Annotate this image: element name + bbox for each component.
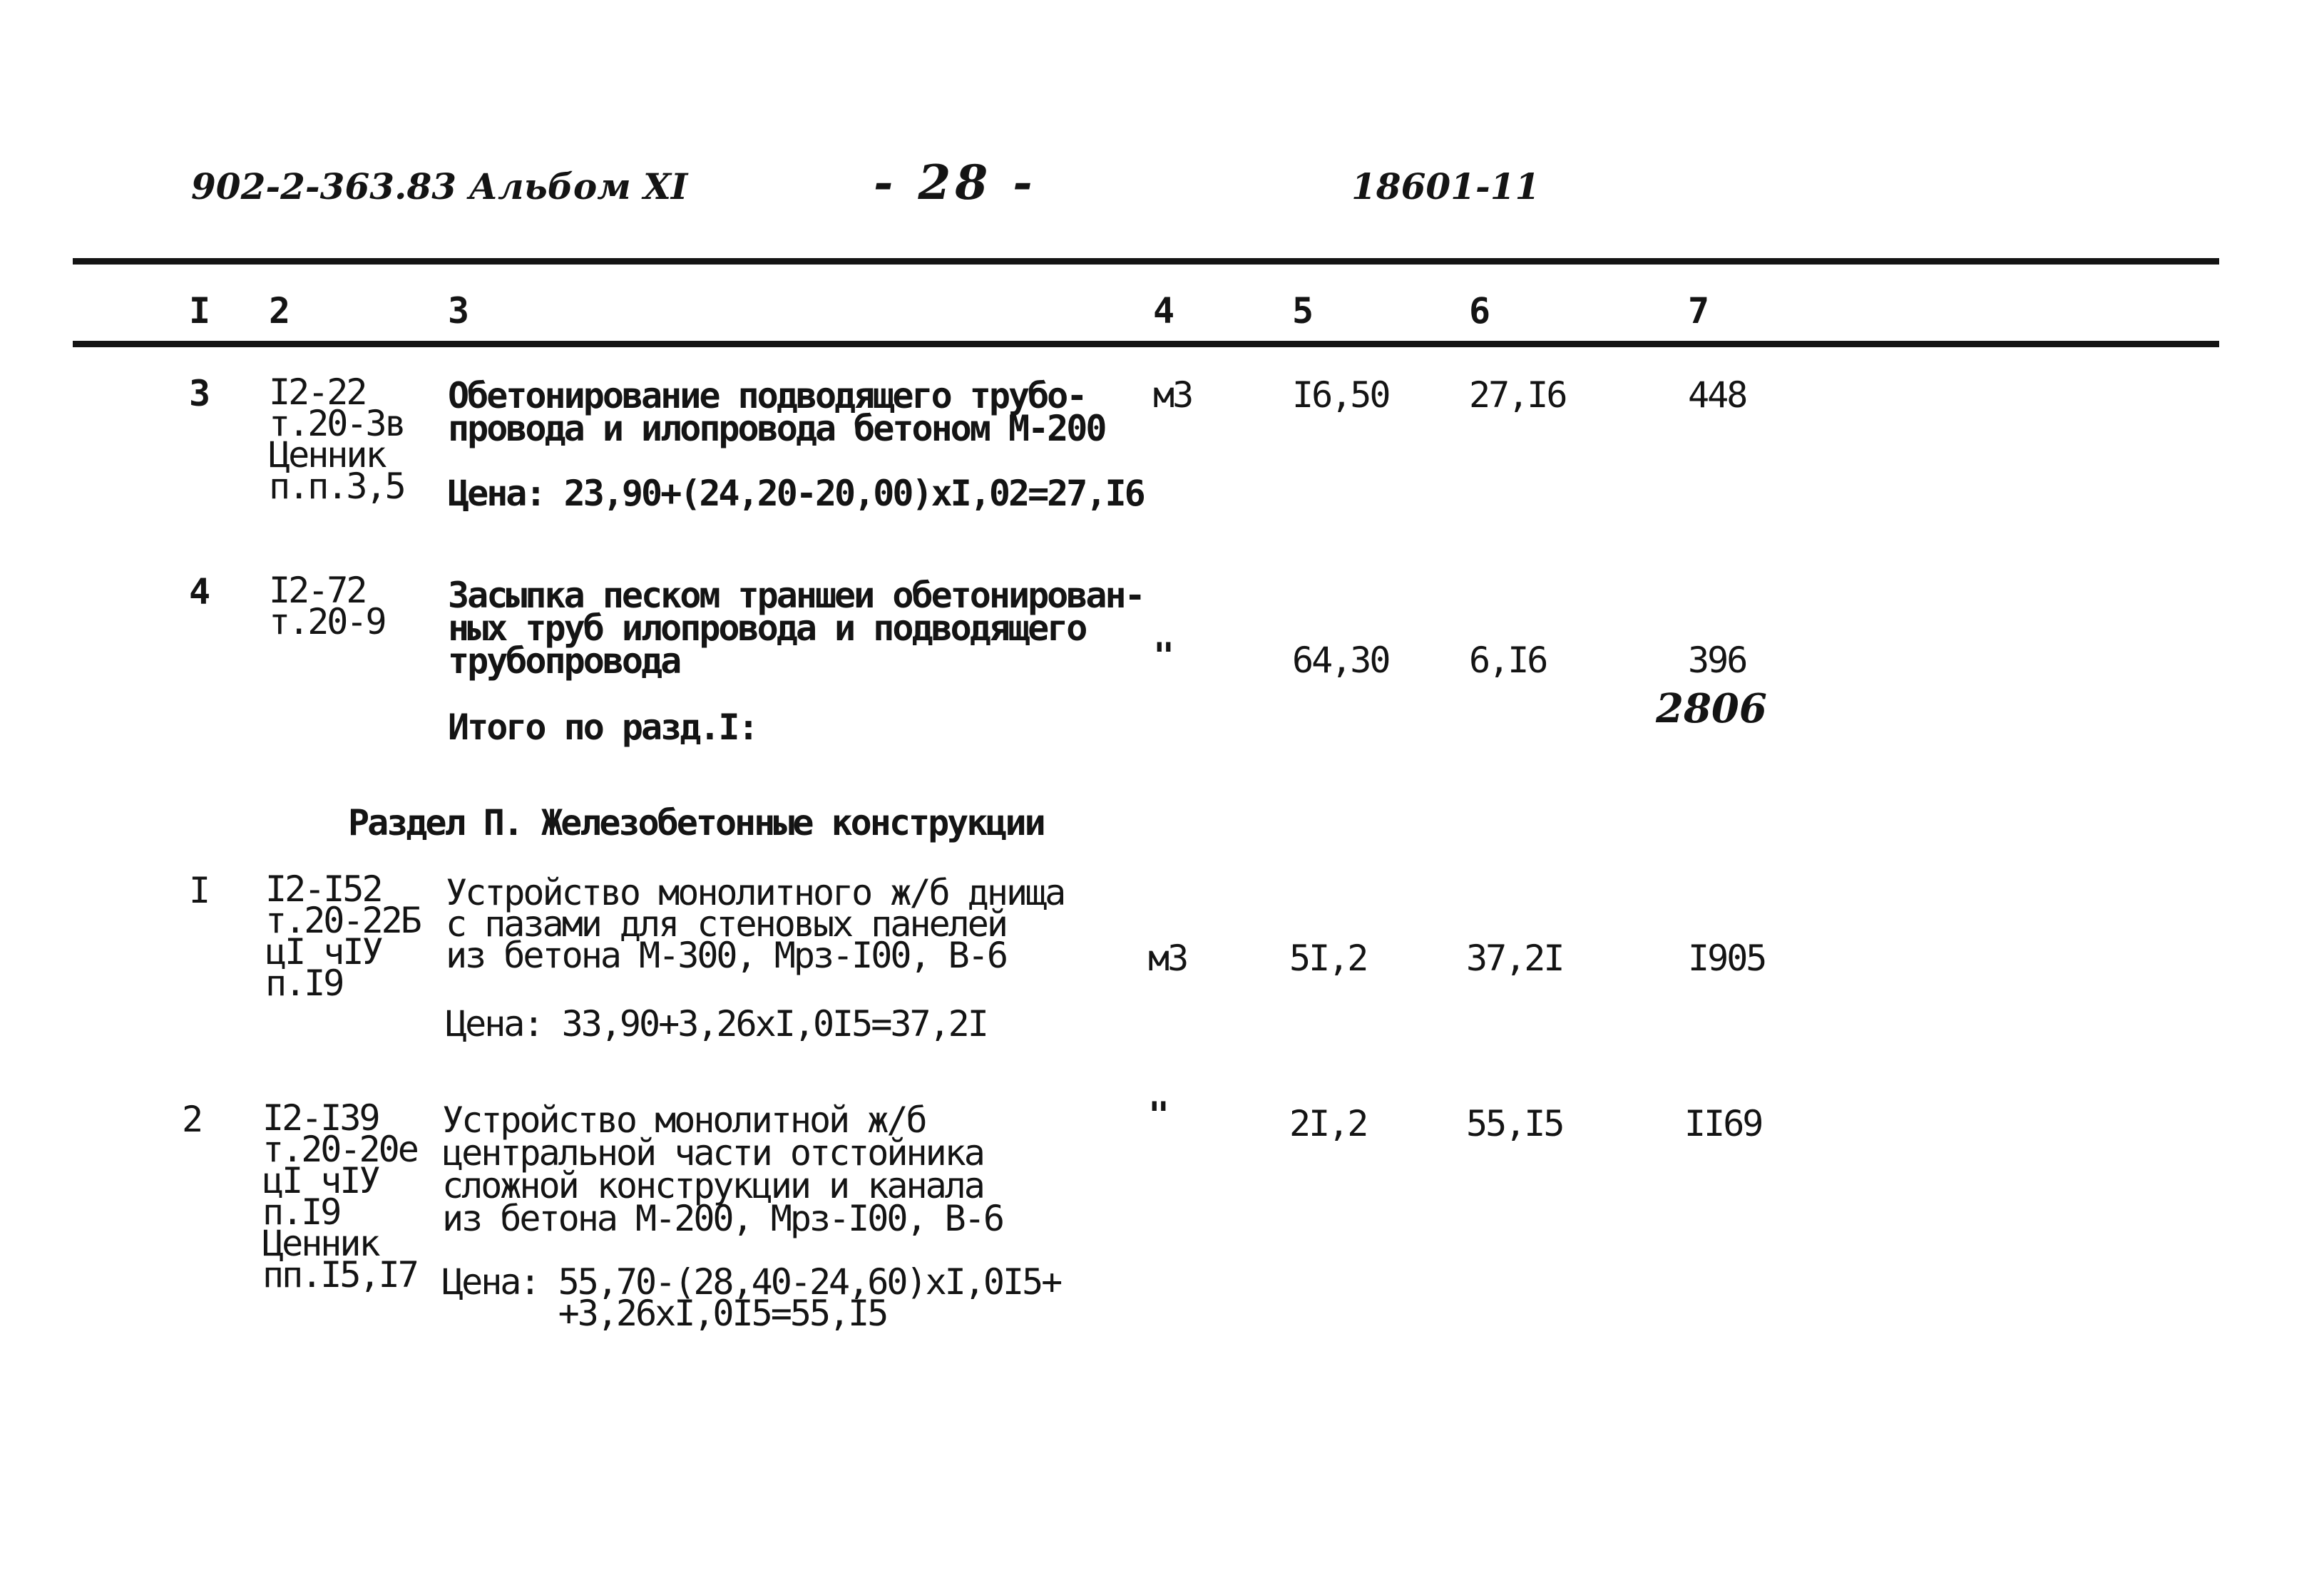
norm-code: I2-22 т.20-3в Ценник п.п.3,5	[269, 371, 404, 507]
unit-price: 55,I5	[1466, 1103, 1563, 1144]
section-title: Раздел П. Железобетонные конструкции	[348, 802, 1044, 843]
quantity: 64,30	[1292, 640, 1389, 681]
work-description: Засыпка песком траншеи обетонирован- ных труб илопровода и подводящего трубопровода	[448, 575, 1144, 682]
col-header-3: 3	[448, 290, 468, 332]
table-top-rule	[73, 258, 2219, 265]
col-header-1: I	[189, 290, 209, 332]
norm-code: I2-72 т.20-9	[269, 570, 385, 642]
unit-price: 27,I6	[1469, 374, 1566, 416]
work-description: Обетонирование подводящего трубо- провода и илопровода бетоном М-200	[448, 375, 1105, 449]
page-number: - 28 -	[874, 155, 1037, 210]
row-number: 2	[182, 1099, 202, 1140]
col-header-7: 7	[1688, 290, 1708, 332]
quantity: 2I,2	[1289, 1103, 1367, 1144]
unit: м3	[1153, 374, 1192, 416]
document-code: 902-2-363.83 Альбом XI	[191, 165, 688, 207]
quantity: 5I,2	[1289, 938, 1367, 979]
unit: м3	[1148, 938, 1187, 979]
table-header-rule	[73, 341, 2219, 347]
col-header-4: 4	[1153, 290, 1173, 332]
unit-price: 6,I6	[1469, 640, 1547, 681]
norm-code: I2-I52 т.20-22Б цI чIУ п.I9	[265, 868, 420, 1004]
price-formula: Цена: 33,90+3,26xI,0I5=37,2I	[446, 1003, 987, 1045]
work-description: Устройство монолитной ж/б центральной части отстойника сложной конструкции и канала из бетона М-200, Мрз-I00, В-6	[442, 1099, 1003, 1239]
inventory-number: 18601-11	[1351, 165, 1540, 207]
section-total-label: Итого по разд.I:	[448, 707, 757, 748]
unit: "	[1148, 1094, 1168, 1136]
unit: "	[1153, 635, 1173, 677]
row-number: 4	[189, 571, 209, 612]
col-header-2: 2	[269, 290, 289, 332]
quantity: I6,50	[1292, 374, 1389, 416]
work-description: Устройство монолитного ж/б днища с пазами для стеновых панелей из бетона М-300, Мрз-I00, В-6	[446, 872, 1065, 976]
total-cost: I905	[1688, 938, 1766, 979]
total-cost: II69	[1684, 1103, 1762, 1144]
price-formula: Цена: 55,70-(28,40-24,60)xI,0I5+ +3,26xI,0I5=55,I5	[442, 1261, 1061, 1334]
row-number: I	[189, 870, 209, 911]
col-header-5: 5	[1292, 290, 1312, 332]
row-number: 3	[189, 373, 209, 414]
unit-price: 37,2I	[1466, 938, 1563, 979]
total-cost: 396	[1688, 640, 1746, 681]
col-header-6: 6	[1469, 290, 1489, 332]
section-total-value: 2806	[1656, 685, 1767, 732]
total-cost: 448	[1688, 374, 1746, 416]
norm-code: I2-I39 т.20-20е цI чIУ п.I9 Ценник пп.I5,I7	[262, 1097, 417, 1296]
price-formula: Цена: 23,90+(24,20-20,00)xI,02=27,I6	[448, 473, 1144, 514]
